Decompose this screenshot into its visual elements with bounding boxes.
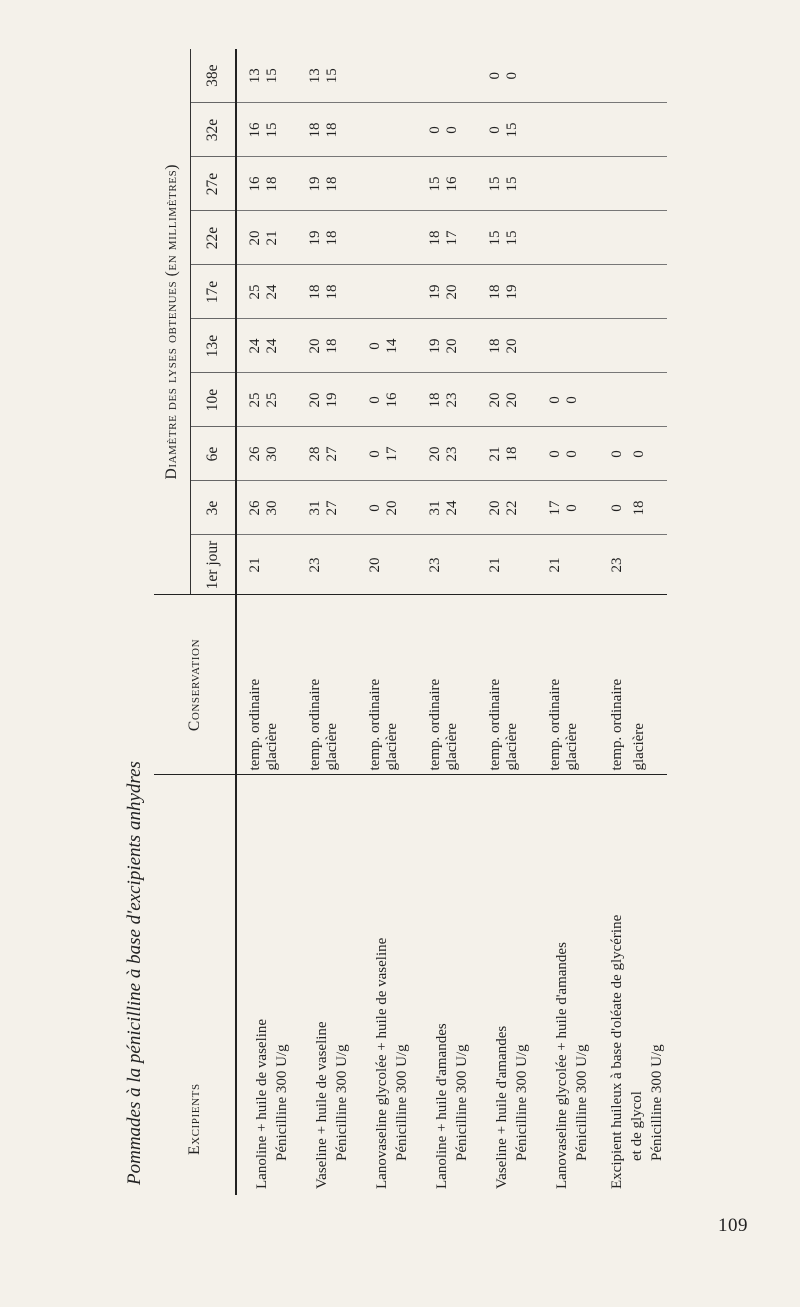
lysis-value	[444, 535, 477, 595]
lysis-value: 20	[297, 373, 324, 427]
lysis-value: 18	[477, 265, 504, 319]
lysis-value: 0	[537, 373, 564, 427]
lysis-value: 0	[564, 427, 597, 481]
lysis-value: 18	[504, 427, 537, 481]
conservation-cell: temp. ordinaire	[477, 595, 504, 775]
lysis-value: 31	[417, 481, 444, 535]
lysis-value	[357, 49, 384, 103]
header-day-10: 38e	[191, 49, 237, 103]
lysis-value	[264, 535, 297, 595]
lysis-value: 20	[367, 557, 383, 573]
lysis-value: 30	[264, 481, 297, 535]
lysis-value: 0	[564, 373, 597, 427]
lysis-value: 20	[444, 319, 477, 373]
lysis-value: 25	[264, 373, 297, 427]
rotated-table-page	[120, 55, 740, 1195]
excipient-line: Pénicilline 300 U/g	[394, 1044, 410, 1161]
lysis-value: 15	[477, 157, 504, 211]
lysis-value: 18	[324, 157, 357, 211]
conservation-cell: temp. ordinaire	[537, 595, 564, 775]
lysis-value: 26	[236, 481, 264, 535]
lysis-value: 24	[264, 319, 297, 373]
lysis-value	[629, 49, 668, 103]
lysis-value: 21	[247, 557, 263, 573]
lysis-value	[597, 265, 629, 319]
lysis-value: 19	[297, 211, 324, 265]
lysis-value: 0	[537, 427, 564, 481]
lysis-value	[537, 157, 564, 211]
lysis-value: 15	[477, 211, 504, 265]
lysis-value: 16	[236, 157, 264, 211]
conservation-cell: glacière	[264, 595, 297, 775]
lysis-value: 16	[236, 103, 264, 157]
lysis-value: 21	[264, 211, 297, 265]
conservation-cell: temp. ordinaire	[597, 595, 629, 775]
lysis-value	[629, 157, 668, 211]
excipient-line: Lanoline + huile d'amandes	[434, 1023, 450, 1189]
lysis-value: 20	[477, 373, 504, 427]
lysis-value	[629, 535, 668, 595]
lysis-value: 20	[504, 373, 537, 427]
lysis-value	[537, 265, 564, 319]
header-day-3: 6e	[191, 427, 237, 481]
lysis-value	[597, 211, 629, 265]
lysis-value	[384, 265, 417, 319]
excipient-label	[477, 775, 537, 1195]
lysis-value: 0	[504, 49, 537, 103]
lysis-value: 27	[324, 427, 357, 481]
lysis-value: 0	[417, 103, 444, 157]
lysis-value: 26	[236, 427, 264, 481]
lysis-value: 0	[444, 103, 477, 157]
lysis-value: 19	[504, 265, 537, 319]
table-caption: Pommades à la pénicilline à base d'excipients anhydres	[124, 761, 145, 1185]
lysis-value: 18	[417, 373, 444, 427]
lysis-value	[384, 157, 417, 211]
table-row	[417, 49, 444, 1195]
lysis-value	[597, 157, 629, 211]
lysis-value: 24	[264, 265, 297, 319]
lysis-value: 13	[297, 49, 324, 103]
excipient-label	[597, 775, 667, 1195]
lysis-value: 31	[297, 481, 324, 535]
lysis-value: 18	[417, 211, 444, 265]
lysis-value: 18	[324, 103, 357, 157]
lysis-value	[384, 535, 417, 595]
lysis-value: 19	[324, 373, 357, 427]
lysis-value	[537, 103, 564, 157]
lysis-value: 28	[297, 427, 324, 481]
lysis-value: 23	[427, 557, 443, 573]
table-row	[477, 49, 504, 1195]
table-row	[236, 49, 264, 1195]
lysis-value	[384, 103, 417, 157]
excipient-line: Vaseline + huile d'amandes	[494, 1025, 510, 1189]
excipient-line: Vaseline + huile de vaseline	[314, 1021, 330, 1189]
excipient-line: Pénicilline 300 U/g	[649, 1044, 665, 1161]
lysis-value	[564, 49, 597, 103]
table-row	[597, 49, 629, 1195]
excipient-line: Pénicilline 300 U/g	[574, 1044, 590, 1161]
header-day-9: 32e	[191, 103, 237, 157]
conservation-cell: glacière	[564, 595, 597, 775]
lysis-value: 21	[487, 557, 503, 573]
lysis-value	[417, 49, 444, 103]
lysis-value: 15	[417, 157, 444, 211]
lysis-value: 15	[504, 157, 537, 211]
lysis-value: 15	[504, 211, 537, 265]
lysis-value	[597, 319, 629, 373]
header-day-4: 10e	[191, 373, 237, 427]
table-row	[357, 49, 384, 1195]
header-conservation: Conservation	[154, 595, 236, 775]
lysis-value: 20	[504, 319, 537, 373]
lysis-value	[629, 319, 668, 373]
lysis-value: 18	[629, 481, 668, 535]
lysis-value	[537, 211, 564, 265]
lysis-value: 15	[324, 49, 357, 103]
lysis-value: 0	[357, 319, 384, 373]
lysis-value: 18	[297, 103, 324, 157]
conservation-cell: glacière	[324, 595, 357, 775]
lysis-value: 17	[444, 211, 477, 265]
lysis-value: 0	[629, 427, 668, 481]
excipient-line: Pénicilline 300 U/g	[454, 1044, 470, 1161]
lysis-value	[357, 211, 384, 265]
header-excipients: Excipients	[154, 775, 236, 1195]
lysis-value: 18	[477, 319, 504, 373]
lysis-value: 17	[537, 481, 564, 535]
header-day-1: 1er jour	[191, 535, 237, 595]
excipient-label	[417, 775, 477, 1195]
lysis-value	[537, 49, 564, 103]
excipient-label	[537, 775, 597, 1195]
lysis-value	[537, 319, 564, 373]
lysis-value: 24	[236, 319, 264, 373]
conservation-cell: glacière	[504, 595, 537, 775]
lysis-value: 19	[417, 319, 444, 373]
conservation-cell: glacière	[444, 595, 477, 775]
lysis-value	[629, 211, 668, 265]
excipient-line: Pénicilline 300 U/g	[514, 1044, 530, 1161]
lysis-value: 22	[504, 481, 537, 535]
lysis-value: 30	[264, 427, 297, 481]
excipient-line: Lanovaseline glycolée + huile d'amandes	[554, 942, 570, 1189]
excipient-line: Pénicilline 300 U/g	[274, 1044, 290, 1161]
lysis-value	[357, 103, 384, 157]
header-day-8: 27e	[191, 157, 237, 211]
lysis-value	[384, 211, 417, 265]
lysis-value: 0	[357, 373, 384, 427]
lysis-value: 19	[417, 265, 444, 319]
excipient-line: Pénicilline 300 U/g	[334, 1044, 350, 1161]
page-number: 109	[718, 1215, 748, 1236]
lysis-value	[629, 103, 668, 157]
lysis-value: 18	[324, 319, 357, 373]
lysis-value: 25	[236, 265, 264, 319]
excipient-line: Lanoline + huile de vaseline	[254, 1018, 270, 1189]
lysis-value	[324, 535, 357, 595]
lysis-value: 15	[504, 103, 537, 157]
lysis-value	[564, 211, 597, 265]
lysis-value: 14	[384, 319, 417, 373]
lysis-value	[444, 49, 477, 103]
lysis-value: 21	[477, 427, 504, 481]
excipient-label	[297, 775, 357, 1195]
lysis-value: 25	[236, 373, 264, 427]
lysis-value	[564, 265, 597, 319]
lysis-value	[597, 49, 629, 103]
lysis-value: 0	[597, 427, 629, 481]
lysis-value: 0	[597, 481, 629, 535]
lysis-value: 0	[477, 49, 504, 103]
lysis-value: 21	[547, 557, 563, 573]
lysis-value	[357, 157, 384, 211]
lysis-value	[629, 265, 668, 319]
header-day-7: 22e	[191, 211, 237, 265]
lysis-value: 20	[236, 211, 264, 265]
conservation-cell: glacière	[629, 595, 668, 775]
header-day-2: 3e	[191, 481, 237, 535]
lysis-value: 27	[324, 481, 357, 535]
excipient-label	[236, 775, 297, 1195]
table-row	[297, 49, 324, 1195]
lysis-value: 23	[307, 557, 323, 573]
excipient-line: et de glycol	[629, 1091, 645, 1161]
conservation-cell: temp. ordinaire	[357, 595, 384, 775]
header-day-6: 17e	[191, 265, 237, 319]
lysis-value: 20	[477, 481, 504, 535]
lysis-value: 15	[264, 103, 297, 157]
lysis-value	[504, 535, 537, 595]
excipient-line: Lanovaseline glycolée + huile de vaseline	[374, 937, 390, 1189]
lysis-value: 20	[417, 427, 444, 481]
lysis-value: 0	[357, 481, 384, 535]
table-row	[537, 49, 564, 1195]
lysis-value: 18	[324, 265, 357, 319]
lysis-value: 0	[357, 427, 384, 481]
lysis-value: 18	[324, 211, 357, 265]
conservation-cell: temp. ordinaire	[417, 595, 444, 775]
lysis-value: 23	[609, 557, 626, 573]
lysis-value: 24	[444, 481, 477, 535]
lysis-value	[564, 157, 597, 211]
lysis-value: 0	[477, 103, 504, 157]
header-day-5: 13e	[191, 319, 237, 373]
lysis-value	[384, 49, 417, 103]
lysis-value: 23	[444, 373, 477, 427]
lysis-diameter-table	[154, 49, 667, 1195]
lysis-value: 19	[297, 157, 324, 211]
lysis-value	[597, 373, 629, 427]
lysis-value: 13	[236, 49, 264, 103]
lysis-value	[564, 319, 597, 373]
header-diameter: Diamètre des lyses obtenues (en millimètres)	[154, 49, 191, 595]
lysis-value: 15	[264, 49, 297, 103]
lysis-value: 16	[384, 373, 417, 427]
excipient-line: Excipient huileux à base d'oléate de glycérine	[609, 914, 625, 1189]
lysis-value: 20	[384, 481, 417, 535]
lysis-value: 17	[384, 427, 417, 481]
lysis-value	[629, 373, 668, 427]
lysis-value: 16	[444, 157, 477, 211]
excipient-label	[357, 775, 417, 1195]
lysis-value: 18	[264, 157, 297, 211]
conservation-cell: temp. ordinaire	[236, 595, 264, 775]
lysis-value: 23	[444, 427, 477, 481]
lysis-value	[564, 103, 597, 157]
conservation-cell: glacière	[384, 595, 417, 775]
lysis-value: 0	[564, 481, 597, 535]
lysis-value: 20	[444, 265, 477, 319]
lysis-value	[597, 103, 629, 157]
lysis-value	[357, 265, 384, 319]
conservation-cell: temp. ordinaire	[297, 595, 324, 775]
lysis-value: 18	[297, 265, 324, 319]
lysis-value	[564, 535, 597, 595]
lysis-value: 20	[297, 319, 324, 373]
